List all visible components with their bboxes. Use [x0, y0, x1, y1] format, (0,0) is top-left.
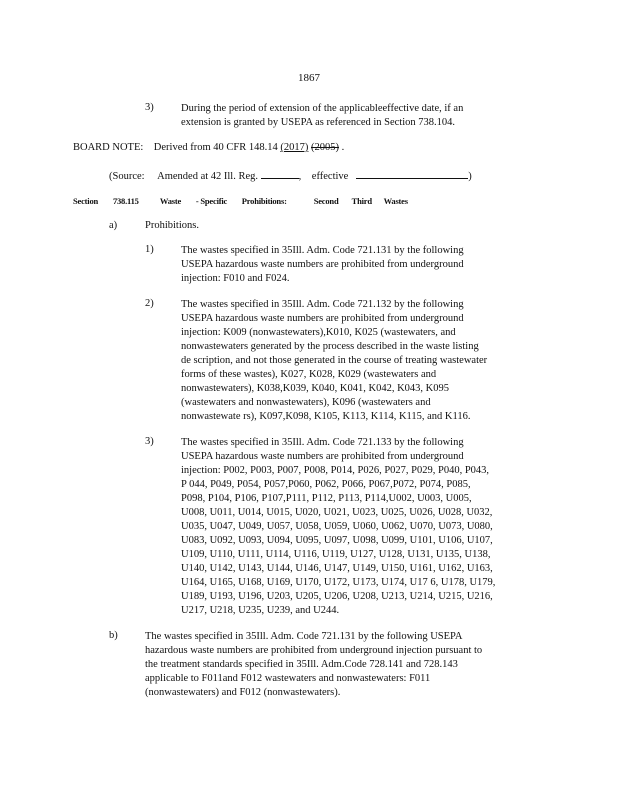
item-a3-line: U083, U092, U093, U094, U095, U097, U098, U099, U101, U106, U107, — [181, 535, 493, 546]
item-a1-marker: 1) — [145, 244, 154, 255]
item-a2-line: nonwastewaters), K038,K039, K040, K041, K042, K043, K095 — [181, 383, 450, 394]
item-a2-marker: 2) — [145, 298, 154, 309]
item-a3-line: P098, P104, P106, P107,P111, P112, P113, P114,U002, U003, U005, — [181, 493, 472, 504]
source-open: (Source: — [109, 171, 145, 182]
section-word: Wastes — [383, 196, 408, 206]
effective-date-blank — [356, 168, 468, 179]
board-note-label: BOARD NOTE: — [73, 142, 144, 153]
item-a3-line: U008, U011, U014, U015, U020, U021, U023, U025, U026, U028, U032, — [181, 507, 493, 518]
item-a1-line: The wastes specified in 35Ill. Adm. Code 721.131 by the following — [181, 245, 464, 256]
item-a3-line: U164, U165, U168, U169, U170, U172, U173, U174, U17 6, U178, U179, — [181, 577, 496, 588]
item-a3-text — [181, 436, 537, 618]
subsection-b-text — [145, 630, 529, 700]
board-note-text: Derived from 40 CFR 148.14 — [153, 142, 278, 153]
item-a2-line: de scription, and not those generated in the course of treating wastewater — [181, 355, 488, 366]
subsection-b-marker: b) — [109, 630, 118, 641]
section-label: Section — [73, 196, 99, 206]
reg-page-blank — [261, 168, 299, 179]
board-note — [73, 142, 344, 153]
item-a3-line: P 044, P049, P054, P057,P060, P062, P066, P067,P072, P074, P085, — [181, 479, 471, 490]
item-a2-line: forms of these wastes), K027, K028, K029 (wastewaters and — [181, 369, 437, 380]
item-a2-text — [181, 298, 521, 424]
source-close: ) — [468, 171, 472, 182]
subsection-a-marker: a) — [109, 220, 118, 231]
section-word: Third — [351, 196, 372, 206]
page-number: 1867 — [298, 72, 320, 84]
item-a3-marker: 3) — [145, 436, 154, 447]
item-a1-line: injection: F010 and F024. — [181, 273, 290, 284]
item-a3-line: U189, U193, U196, U203, U205, U206, U208, U213, U214, U215, U216, — [181, 591, 493, 602]
subsection-b-line: hazardous waste numbers are prohibited from underground injection pursuant to — [145, 645, 483, 656]
subsection-b-line: (nonwastewaters) and F012 (nonwastewaters). — [145, 687, 341, 698]
item-a2-line: nonwastewaters generated by the process described in the waste listing — [181, 341, 479, 352]
subsection-b-line: the treatment standards specified in 35Ill. Adm.Code 728.141 and 728.143 — [145, 659, 458, 670]
source-amended: Amended at 42 Ill. Reg. — [157, 171, 259, 182]
board-note-end: . — [341, 142, 345, 153]
subsection-b-line: The wastes specified in 35Ill. Adm. Code 721.131 by the following USEPA — [145, 631, 463, 642]
source-note: (Source: Amended at 42 Ill. Reg. , effective ) — [109, 168, 472, 182]
board-note-year-old: (2005) — [311, 142, 339, 153]
section-word: Prohibitions: — [241, 196, 287, 206]
section-word: - Specific — [195, 196, 228, 206]
item-a3-line: U035, U047, U049, U057, U058, U059, U060, U062, U070, U073, U080, — [181, 521, 493, 532]
subsection-a-title: Prohibitions. — [145, 220, 199, 231]
item-a3-line: U109, U110, U111, U114, U116, U119, U127, U128, U131, U135, U138, — [181, 549, 491, 560]
item-a3-line: injection: P002, P003, P007, P008, P014, P026, P027, P029, P040, P043, — [181, 465, 490, 476]
item-a3-line: The wastes specified in 35Ill. Adm. Code 721.133 by the following — [181, 437, 464, 448]
section-heading — [73, 196, 408, 206]
item-a2-line: USEPA hazardous waste numbers are prohibited from underground — [181, 313, 464, 324]
item-a3-line: U140, U142, U143, U144, U146, U147, U149, U150, U161, U162, U163, — [181, 563, 493, 574]
item-3-line: During the period of extension of the applicableeffective date, if an — [181, 103, 464, 114]
item-a1-line: USEPA hazardous waste numbers are prohibited from underground — [181, 259, 464, 270]
item-3-marker: 3) — [145, 102, 154, 113]
item-a2-line: The wastes specified in 35Ill. Adm. Code 721.132 by the following — [181, 299, 464, 310]
section-word: Second — [313, 196, 339, 206]
item-a3-line: U217, U218, U235, U239, and U244. — [181, 605, 340, 616]
item-a2-line: nonwastewate rs), K097,K098, K105, K113, K114, K115, and K116. — [181, 411, 471, 422]
item-3-line: extension is granted by USEPA as referenced in Section 738.104. — [181, 117, 456, 128]
section-word: Waste — [159, 196, 182, 206]
item-a2-line: (wastewaters and nonwastewaters), K096 (wastewaters and — [181, 397, 431, 408]
section-number: 738.115 — [112, 196, 139, 206]
item-3-text — [181, 102, 507, 130]
board-note-year-new: (2017) — [280, 142, 309, 153]
subsection-b-line: applicable to F011and F012 wastewaters and nonwastewaters: F011 — [145, 673, 431, 684]
source-effective: effective — [311, 171, 349, 182]
item-a3-line: USEPA hazardous waste numbers are prohibited from underground — [181, 451, 464, 462]
item-a2-line: injection: K009 (nonwastewaters),K010, K025 (wastewaters, and — [181, 327, 456, 338]
item-a1-text — [181, 244, 501, 286]
